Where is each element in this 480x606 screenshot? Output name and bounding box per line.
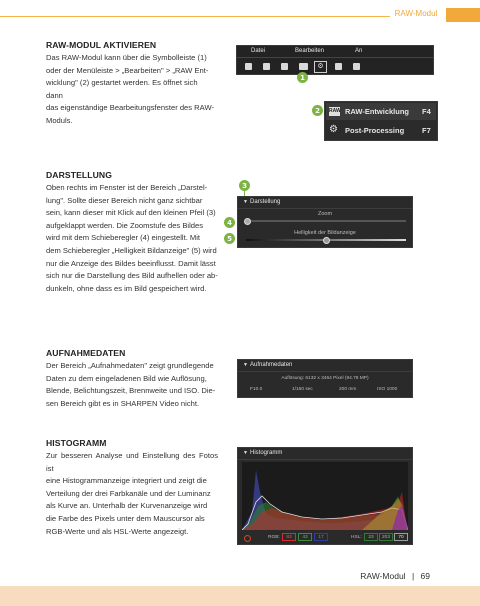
heading-histogram: HISTOGRAMM — [46, 438, 107, 448]
collapse-arrow-icon[interactable]: ▼ — [243, 450, 248, 456]
display-panel-title: Darstellung — [250, 199, 281, 205]
section-raw-module — [46, 40, 216, 128]
zoom-slider[interactable] — [246, 220, 406, 222]
brightness-label: Helligkeit der Bildanzeige — [294, 230, 356, 236]
rgb-red-value: 83 — [282, 533, 296, 541]
menu-item-post[interactable] — [326, 122, 436, 139]
line: Blende, Belichtungszeit, Brennweite und ISO. Die- — [46, 386, 216, 396]
histogram-graph — [242, 462, 408, 530]
export-icon[interactable] — [281, 63, 288, 70]
line: Der Bereich „Aufnahmedaten" zeigt grundlegende — [46, 361, 214, 370]
line: oder der Menüleiste > „Bearbeiten" > „RAW Ent- — [46, 65, 209, 75]
footer-section: RAW-Modul — [360, 571, 406, 581]
body-capture — [46, 360, 218, 410]
color-picker-icon[interactable] — [244, 535, 251, 542]
page-number: 69 — [420, 571, 430, 581]
menu-ansicht[interactable]: An — [355, 48, 363, 54]
callout-2: 2 — [312, 105, 323, 116]
menu-item-raw[interactable] — [326, 103, 436, 120]
hsl-saturation-value: 203 — [379, 533, 393, 541]
rgb-label: RGB: — [268, 535, 280, 540]
line: sich nur die Darstellung des Bild aufhellen oder ab- — [46, 271, 218, 281]
focal-value: 200 mm — [339, 387, 357, 392]
line: als Kurve an. Unterhalb der Kurvenanzeige wird — [46, 501, 208, 511]
raw-icon[interactable] — [299, 63, 308, 70]
line: wicklung" (2) gestartet werden. Es öffnet sich dann — [46, 78, 198, 100]
menu-screenshot — [324, 101, 438, 141]
iso-value: ISO 1000 — [377, 387, 398, 392]
line: Das RAW-Modul kann über die Symbolleiste (1) — [46, 53, 207, 62]
section-display — [46, 170, 218, 295]
zoom-slider-handle[interactable] — [244, 218, 251, 225]
footer-text — [356, 571, 430, 581]
capture-panel-title: Aufnahmedaten — [250, 362, 293, 368]
line: eine Histogrammanzeige integriert und zeigt die — [46, 476, 207, 486]
line: Zur besseren Analyse und Einstellung des Fotos ist — [46, 451, 218, 473]
gears-icon[interactable]: ⚙ — [314, 61, 327, 73]
line: Daten zu dem eingeladenen Bild wie Auflösung, — [46, 373, 207, 383]
line: nur die Anzeige des Bildes beeinflusst. Damit lässt — [46, 258, 216, 268]
histogram-panel-title: Histogramm — [250, 450, 283, 456]
zoom-label: Zoom — [317, 211, 333, 217]
raw-icon: RAW — [329, 108, 341, 114]
line: das eigenständige Bearbeitungsfenster des RAW- — [46, 103, 215, 113]
panel-divider — [238, 208, 412, 209]
line: Moduls. — [46, 115, 73, 125]
callout-5: 5 — [224, 233, 235, 244]
capture-panel-screenshot — [237, 359, 413, 398]
callout-4: 4 — [224, 217, 235, 228]
line: Oben rechts im Fenster ist der Bereich „Darstel- — [46, 183, 208, 192]
header-rule — [0, 16, 390, 17]
line: aufgeklappt werden. Die Zoomstufe des Bildes — [46, 220, 204, 230]
rgb-green-value: 43 — [298, 533, 312, 541]
menu-datei[interactable]: Datei — [251, 48, 266, 54]
line: RGB-Werte und als HSL-Werte angezeigt. — [46, 526, 189, 536]
section-capture — [46, 348, 218, 410]
line: wird mit dem Schieberegler (4) eingestellt. Mit — [46, 233, 201, 243]
line: sen Bereich gibt es in SHARPEN Video nicht. — [46, 398, 200, 408]
hsl-label: HSL: — [351, 535, 362, 540]
collapse-arrow-icon[interactable]: ▼ — [243, 362, 248, 368]
line: lung". Sollte dieser Bereich nicht ganz sichtbar — [46, 195, 203, 205]
body-display — [46, 182, 218, 295]
shutter-value: 1/160 sec — [292, 387, 313, 392]
collapse-arrow-icon[interactable]: ▼ — [243, 199, 248, 205]
save-icon[interactable] — [263, 63, 270, 70]
menu-bearbeiten[interactable]: Bearbeiten — [295, 48, 325, 54]
rgb-blue-value: 17 — [314, 533, 328, 541]
open-icon[interactable] — [245, 63, 252, 70]
menu-item-shortcut: F4 — [422, 107, 431, 116]
aperture-value: F10.0 — [250, 387, 263, 392]
toolbar-screenshot — [236, 45, 434, 75]
menu-item-shortcut: F7 — [422, 126, 431, 135]
brightness-slider-handle[interactable] — [323, 237, 330, 244]
body-raw-module — [46, 52, 216, 128]
heading-display: DARSTELLUNG — [46, 170, 113, 180]
line: dem Schieberegler „Helligkeit Bildanzeige" (5) wird — [46, 245, 217, 255]
heading-raw-module: RAW-MODUL AKTIVIEREN — [46, 40, 157, 50]
callout-1: 1 — [297, 72, 308, 83]
resolution-value: Auflösung: 6132 x 3464 Pixel (94.78 MP) — [281, 376, 369, 381]
callout-3: 3 — [239, 180, 250, 191]
display-panel-screenshot — [237, 196, 413, 248]
heading-capture: AUFNAHMEDATEN — [46, 348, 126, 358]
header-tab — [446, 8, 480, 22]
footer-separator: | — [411, 571, 415, 581]
gears-icon: ⚙ — [329, 124, 338, 135]
hsl-hue-value: 23 — [364, 533, 378, 541]
histogram-panel-screenshot — [237, 447, 413, 545]
menu-item-label: RAW-Entwicklung — [345, 107, 410, 116]
toolbar-divider — [237, 57, 433, 58]
line: sein, kann dieser mit Klick auf den kleinen Pfeil (3) — [46, 208, 216, 218]
header-section-label: RAW-Modul — [394, 9, 438, 18]
section-histogram — [46, 438, 218, 538]
settings-icon[interactable] — [353, 63, 360, 70]
panel-divider — [238, 371, 412, 372]
line: die Farbe des Pixels unter dem Mauscursor als — [46, 513, 205, 523]
menu-item-label: Post-Processing — [345, 126, 405, 135]
panel-divider — [238, 459, 412, 460]
print-icon[interactable] — [335, 63, 342, 70]
line: dunkeln, ohne dass es im Bild gespeichert wird. — [46, 283, 207, 293]
footer-bar — [0, 586, 480, 606]
line: Verteilung der drei Farbkanäle und der Luminanz — [46, 488, 211, 498]
body-histogram — [46, 450, 218, 538]
hsl-lightness-value: 70 — [394, 533, 408, 541]
